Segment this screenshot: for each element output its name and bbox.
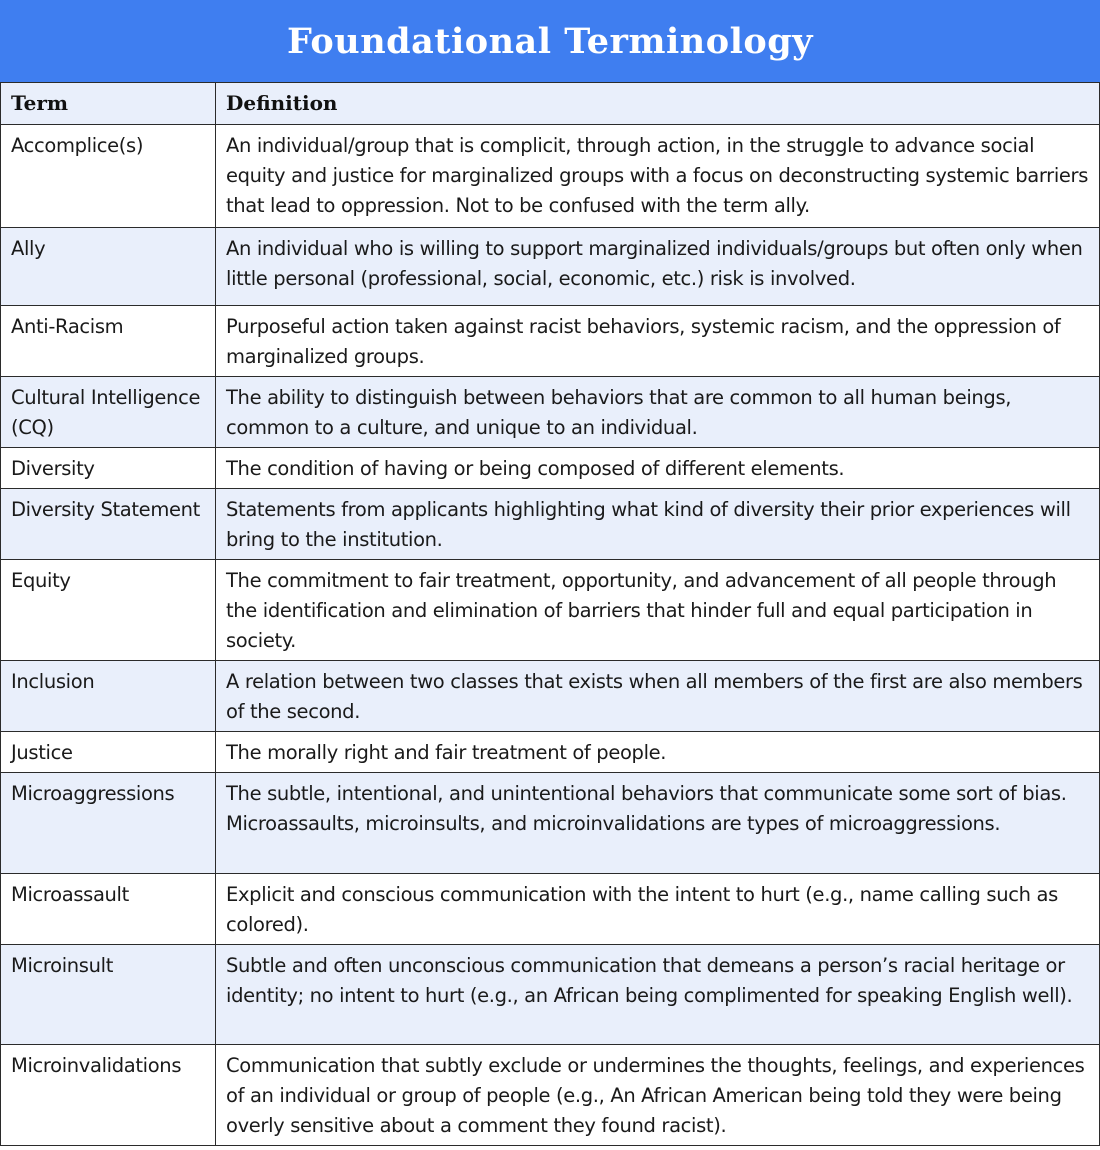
page-title: Foundational Terminology	[286, 20, 814, 62]
definition-cell: An individual/group that is complicit, through action, in the struggle to advance social equity and justice for marginalized groups with a focus on deconstructing systemic barriers that lead to oppression. Not to be confused with the term ally.	[216, 125, 1100, 228]
definition-cell: A relation between two classes that exists when all members of the first are also members of the second.	[216, 661, 1100, 732]
table-row	[1, 773, 1100, 874]
term-cell: Inclusion	[1, 661, 216, 732]
table-row	[1, 228, 1100, 306]
table-row	[1, 377, 1100, 448]
term-cell: Microinsult	[1, 945, 216, 1045]
term-cell: Equity	[1, 560, 216, 661]
table-row	[1, 874, 1100, 945]
table-row	[1, 448, 1100, 489]
table-row	[1, 125, 1100, 228]
terminology-table	[0, 82, 1100, 1146]
definition-cell: The commitment to fair treatment, opportunity, and advancement of all people through the identification and elimination of barriers that hinder full and equal participation in society.	[216, 560, 1100, 661]
term-cell: Diversity Statement	[1, 489, 216, 560]
term-cell: Microinvalidations	[1, 1045, 216, 1146]
term-cell: Anti-Racism	[1, 306, 216, 377]
term-cell: Ally	[1, 228, 216, 306]
table-row	[1, 306, 1100, 377]
term-cell: Justice	[1, 732, 216, 773]
definition-cell: The subtle, intentional, and unintentional behaviors that communicate some sort of bias. Microassaults, microinsults, and microinvalidations are types of microaggressions.	[216, 773, 1100, 874]
definition-cell: Subtle and often unconscious communication that demeans a person’s racial heritage or identity; no intent to hurt (e.g., an African being complimented for speaking English well).	[216, 945, 1100, 1045]
definition-cell: Explicit and conscious communication with the intent to hurt (e.g., name calling such as colored).	[216, 874, 1100, 945]
term-cell: Cultural Intelligence (CQ)	[1, 377, 216, 448]
table-row	[1, 661, 1100, 732]
definition-cell: The ability to distinguish between behaviors that are common to all human beings, common to a culture, and unique to an individual.	[216, 377, 1100, 448]
term-cell: Microaggressions	[1, 773, 216, 874]
table-row	[1, 945, 1100, 1045]
table-row	[1, 1045, 1100, 1146]
table-row	[1, 732, 1100, 773]
term-cell: Microassault	[1, 874, 216, 945]
definition-cell: Purposeful action taken against racist behaviors, systemic racism, and the oppression of marginalized groups.	[216, 306, 1100, 377]
definition-cell: Communication that subtly exclude or undermines the thoughts, feelings, and experiences of an individual or group of people (e.g., An African American being told they were being overly sensitive about a comment they found racist).	[216, 1045, 1100, 1146]
definition-cell: The condition of having or being composed of different elements.	[216, 448, 1100, 489]
table-row	[1, 489, 1100, 560]
column-header-term: Term	[1, 83, 216, 125]
term-cell: Diversity	[1, 448, 216, 489]
table-header-row	[1, 83, 1100, 125]
term-cell: Accomplice(s)	[1, 125, 216, 228]
table-row	[1, 560, 1100, 661]
column-header-definition: Definition	[216, 83, 1100, 125]
definition-cell: The morally right and fair treatment of people.	[216, 732, 1100, 773]
definition-cell: An individual who is willing to support marginalized individuals/groups but often only when little personal (professional, social, economic, etc.) risk is involved.	[216, 228, 1100, 306]
definition-cell: Statements from applicants highlighting what kind of diversity their prior experiences will bring to the institution.	[216, 489, 1100, 560]
title-banner	[0, 0, 1100, 82]
